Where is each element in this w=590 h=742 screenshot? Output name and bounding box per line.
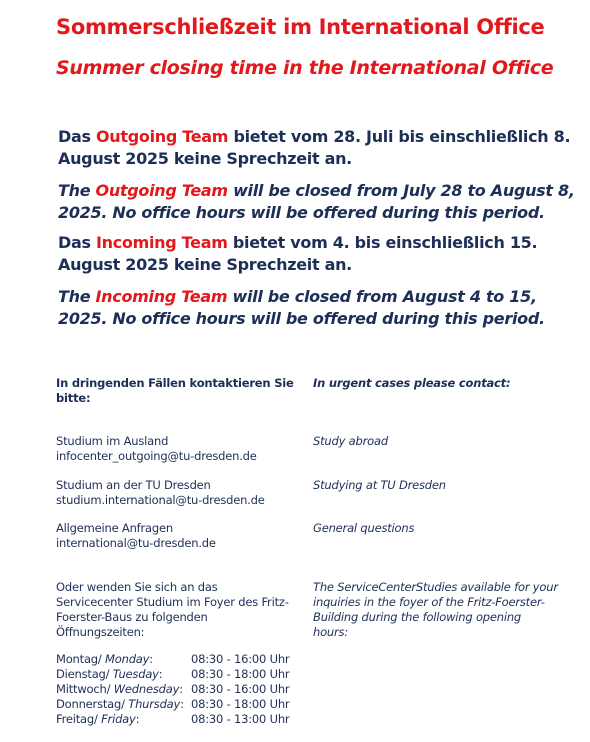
opening-hours-list (56, 652, 306, 727)
contact-label-english: Studying at TU Dresden (313, 478, 446, 492)
weekday-english: Monday (105, 652, 150, 666)
opening-hours-row (56, 712, 306, 727)
opening-hours-row (56, 652, 306, 667)
weekday-german: Freitag/ (56, 712, 102, 726)
weekday-german: Dienstag/ (56, 667, 113, 681)
contact-label: Allgemeine Anfragen (56, 521, 173, 535)
outgoing-notice-german (58, 126, 578, 170)
incoming-notice-german (58, 232, 578, 276)
weekday-english: Tuesday (112, 667, 159, 681)
weekday-label (56, 652, 191, 667)
weekday-suffix: : (158, 667, 163, 681)
opening-time: 08:30 - 18:00 Uhr (191, 667, 290, 681)
notice-text: will be closed from August 4 to 15, 2025. No office hours will be offered during this period. (58, 287, 545, 328)
contact-label-english: Study abroad (313, 434, 388, 448)
notice-text: bietet vom 28. Juli bis einschließlich 8. August 2025 keine Sprechzeit an. (58, 127, 571, 168)
weekday-german: Donnerstag/ (56, 697, 129, 711)
weekday-label (56, 682, 191, 697)
contact-label-english: General questions (313, 521, 415, 535)
notice-text: The (58, 287, 96, 306)
opening-hours-row (56, 682, 306, 697)
team-name-highlight: Incoming Team (95, 233, 228, 252)
notice-text: The (58, 181, 96, 200)
opening-hours-row (56, 697, 306, 712)
team-name-highlight: Outgoing Team (95, 181, 228, 200)
servicecenter-info-german: Oder wenden Sie sich an das Servicecenter Studium im Foyer des Fritz-Foerster-Baus zu folgenden Öffnungszeiten: (56, 580, 289, 639)
contact-email-link[interactable]: infocenter_outgoing@tu-dresden.de (56, 449, 257, 463)
opening-time: 08:30 - 18:00 Uhr (191, 697, 290, 711)
page-title-german: Sommerschließzeit im International Office (56, 15, 545, 39)
team-name-highlight: Outgoing Team (95, 127, 229, 146)
weekday-suffix: : (179, 682, 183, 696)
weekday-suffix: : (135, 712, 140, 726)
outgoing-notice-english (58, 180, 578, 224)
page-title-english: Summer closing time in the International Office (56, 57, 554, 79)
weekday-label (56, 697, 191, 712)
contact-study-tud (56, 478, 301, 508)
weekday-suffix: : (180, 697, 184, 711)
weekday-english: Friday (101, 712, 136, 726)
contact-general (56, 521, 301, 551)
incoming-notice-english (58, 286, 578, 330)
contact-label: Studium an der TU Dresden (56, 478, 211, 492)
weekday-label (56, 667, 191, 682)
notice-text: will be closed from July 28 to August 8, 2025. No office hours will be offered during this period. (58, 181, 575, 222)
contact-email-link[interactable]: studium.international@tu-dresden.de (56, 493, 265, 507)
opening-hours-row (56, 667, 306, 682)
weekday-english: Thursday (128, 697, 181, 711)
contact-label: Studium im Ausland (56, 434, 169, 448)
weekday-label (56, 712, 191, 727)
weekday-suffix: : (149, 652, 153, 666)
opening-time: 08:30 - 16:00 Uhr (191, 682, 290, 696)
servicecenter-info-english: The ServiceCenterStudies available for your inquiries in the foyer of the Fritz-Foerster-Building during the following opening hours: (313, 580, 558, 639)
urgent-contact-heading-german: In dringenden Fällen kontaktieren Sie bitte: (56, 376, 294, 405)
weekday-german: Montag/ (56, 652, 106, 666)
notice-text: bietet vom 4. bis einschließlich 15. August 2025 keine Sprechzeit an. (58, 233, 538, 274)
contact-email-link[interactable]: international@tu-dresden.de (56, 536, 216, 550)
weekday-german: Mittwoch/ (56, 682, 114, 696)
notice-text: Das (58, 127, 96, 146)
opening-time: 08:30 - 16:00 Uhr (191, 652, 290, 666)
contact-study-abroad (56, 434, 301, 464)
weekday-english: Wednesday (113, 682, 180, 696)
team-name-highlight: Incoming Team (95, 287, 228, 306)
opening-time: 08:30 - 13:00 Uhr (191, 712, 290, 726)
notice-text: Das (58, 233, 96, 252)
urgent-contact-heading-english: In urgent cases please contact: (313, 376, 511, 390)
